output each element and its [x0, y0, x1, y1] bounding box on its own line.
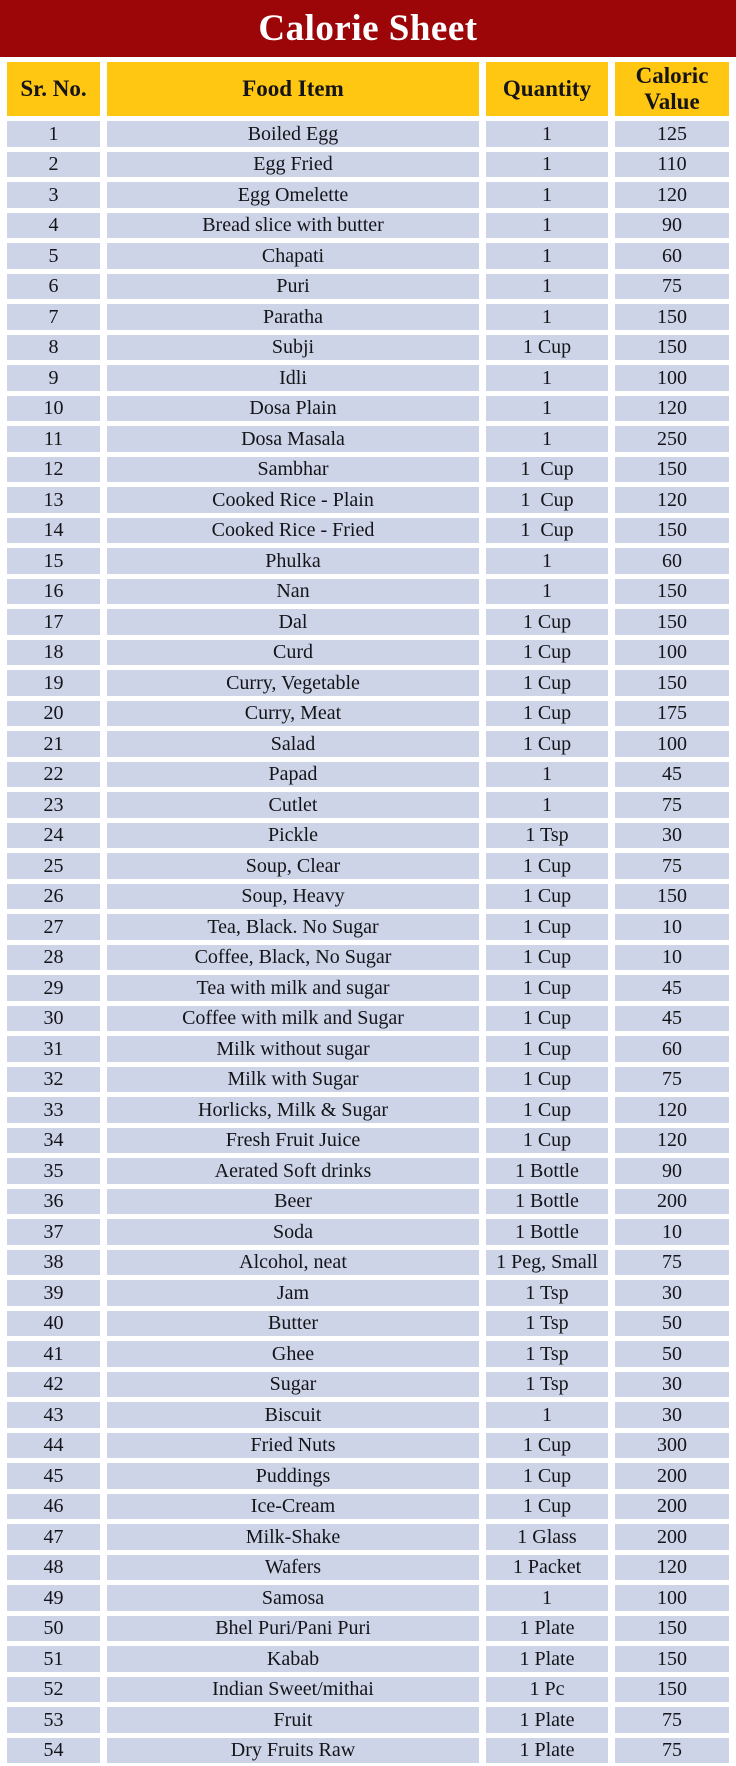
- cell-food-item: Samosa: [107, 1585, 479, 1611]
- table-row: [7, 945, 729, 971]
- cell-food-item: Subji: [107, 335, 479, 361]
- cell-quantity: 1 Cup: [486, 457, 608, 483]
- cell-quantity: 1 Cup: [486, 884, 608, 910]
- cell-food-item: Soup, Heavy: [107, 884, 479, 910]
- cell-sr-no: 2: [7, 152, 100, 178]
- cell-sr-no: 13: [7, 487, 100, 513]
- table-row: [7, 1250, 729, 1276]
- table-row: [7, 579, 729, 605]
- cell-food-item: Milk without sugar: [107, 1036, 479, 1062]
- cell-sr-no: 15: [7, 548, 100, 574]
- table-row: [7, 792, 729, 818]
- cell-quantity: 1 Tsp: [486, 1341, 608, 1367]
- cell-caloric-value: 100: [615, 731, 729, 757]
- cell-quantity: 1 Plate: [486, 1616, 608, 1642]
- cell-food-item: Beer: [107, 1189, 479, 1215]
- table-body: [7, 121, 729, 1763]
- table-row: [7, 1311, 729, 1337]
- cell-sr-no: 43: [7, 1402, 100, 1428]
- cell-caloric-value: 50: [615, 1311, 729, 1337]
- cell-quantity: 1 Cup: [486, 731, 608, 757]
- cell-quantity: 1: [486, 426, 608, 452]
- cell-food-item: Soup, Clear: [107, 853, 479, 879]
- cell-quantity: 1 Cup: [486, 1494, 608, 1520]
- table-row: [7, 640, 729, 666]
- cell-caloric-value: 30: [615, 1280, 729, 1306]
- cell-food-item: Soda: [107, 1219, 479, 1245]
- cell-food-item: Sugar: [107, 1372, 479, 1398]
- table-row: [7, 1158, 729, 1184]
- cell-sr-no: 50: [7, 1616, 100, 1642]
- cell-caloric-value: 75: [615, 853, 729, 879]
- table-row: [7, 609, 729, 635]
- cell-quantity: 1 Pc: [486, 1677, 608, 1703]
- cell-quantity: 1 Cup: [486, 670, 608, 696]
- cell-quantity: 1 Bottle: [486, 1158, 608, 1184]
- cell-sr-no: 17: [7, 609, 100, 635]
- cell-caloric-value: 150: [615, 457, 729, 483]
- table-row: [7, 182, 729, 208]
- cell-food-item: Puddings: [107, 1463, 479, 1489]
- table-row: [7, 1189, 729, 1215]
- cell-food-item: Jam: [107, 1280, 479, 1306]
- cell-caloric-value: 200: [615, 1463, 729, 1489]
- cell-food-item: Phulka: [107, 548, 479, 574]
- cell-quantity: 1 Cup: [486, 914, 608, 940]
- cell-food-item: Bhel Puri/Pani Puri: [107, 1616, 479, 1642]
- cell-caloric-value: 110: [615, 152, 729, 178]
- col-header-quantity: Quantity: [486, 62, 608, 116]
- cell-sr-no: 26: [7, 884, 100, 910]
- cell-food-item: Dry Fruits Raw: [107, 1738, 479, 1764]
- cell-sr-no: 40: [7, 1311, 100, 1337]
- cell-sr-no: 16: [7, 579, 100, 605]
- cell-sr-no: 3: [7, 182, 100, 208]
- cell-caloric-value: 100: [615, 1585, 729, 1611]
- cell-caloric-value: 10: [615, 945, 729, 971]
- table-row: [7, 1494, 729, 1520]
- cell-food-item: Sambhar: [107, 457, 479, 483]
- cell-quantity: 1 Cup: [486, 487, 608, 513]
- cell-caloric-value: 150: [615, 884, 729, 910]
- table-row: [7, 121, 729, 147]
- cell-food-item: Ghee: [107, 1341, 479, 1367]
- cell-caloric-value: 30: [615, 1372, 729, 1398]
- table-row: [7, 853, 729, 879]
- cell-sr-no: 39: [7, 1280, 100, 1306]
- cell-sr-no: 46: [7, 1494, 100, 1520]
- page-title: Calorie Sheet: [0, 0, 736, 57]
- cell-quantity: 1 Glass: [486, 1524, 608, 1550]
- cell-food-item: Pickle: [107, 823, 479, 849]
- cell-quantity: 1 Peg, Small: [486, 1250, 608, 1276]
- cell-quantity: 1 Cup: [486, 701, 608, 727]
- cell-sr-no: 33: [7, 1097, 100, 1123]
- table-row: [7, 274, 729, 300]
- cell-caloric-value: 120: [615, 1555, 729, 1581]
- cell-food-item: Curd: [107, 640, 479, 666]
- cell-quantity: 1 Cup: [486, 1006, 608, 1032]
- cell-quantity: 1 Plate: [486, 1646, 608, 1672]
- cell-food-item: Paratha: [107, 304, 479, 330]
- cell-caloric-value: 60: [615, 548, 729, 574]
- cell-food-item: Dosa Plain: [107, 396, 479, 422]
- cell-food-item: Boiled Egg: [107, 121, 479, 147]
- cell-sr-no: 48: [7, 1555, 100, 1581]
- cell-caloric-value: 150: [615, 518, 729, 544]
- cell-caloric-value: 60: [615, 243, 729, 269]
- table-row: [7, 396, 729, 422]
- cell-quantity: 1: [486, 579, 608, 605]
- table-row: [7, 1006, 729, 1032]
- cell-sr-no: 49: [7, 1585, 100, 1611]
- cell-quantity: 1 Cup: [486, 1463, 608, 1489]
- cell-quantity: 1: [486, 274, 608, 300]
- table-row: [7, 1402, 729, 1428]
- cell-quantity: 1 Bottle: [486, 1189, 608, 1215]
- cell-caloric-value: 90: [615, 1158, 729, 1184]
- cell-caloric-value: 250: [615, 426, 729, 452]
- cell-caloric-value: 200: [615, 1494, 729, 1520]
- cell-caloric-value: 75: [615, 1738, 729, 1764]
- cell-quantity: 1: [486, 121, 608, 147]
- cell-food-item: Butter: [107, 1311, 479, 1337]
- cell-food-item: Egg Fried: [107, 152, 479, 178]
- cell-quantity: 1 Packet: [486, 1555, 608, 1581]
- cell-quantity: 1: [486, 548, 608, 574]
- cell-sr-no: 12: [7, 457, 100, 483]
- cell-food-item: Curry, Meat: [107, 701, 479, 727]
- table-row: [7, 1036, 729, 1062]
- cell-sr-no: 4: [7, 213, 100, 239]
- cell-caloric-value: 60: [615, 1036, 729, 1062]
- table-row: [7, 518, 729, 544]
- cell-food-item: Horlicks, Milk & Sugar: [107, 1097, 479, 1123]
- cell-sr-no: 29: [7, 975, 100, 1001]
- table-row: [7, 1280, 729, 1306]
- table-row: [7, 1555, 729, 1581]
- table-row: [7, 1433, 729, 1459]
- cell-quantity: 1: [486, 396, 608, 422]
- cell-quantity: 1 Bottle: [486, 1219, 608, 1245]
- cell-food-item: Chapati: [107, 243, 479, 269]
- cell-food-item: Coffee with milk and Sugar: [107, 1006, 479, 1032]
- cell-food-item: Dal: [107, 609, 479, 635]
- cell-sr-no: 53: [7, 1707, 100, 1733]
- cell-caloric-value: 120: [615, 1128, 729, 1154]
- cell-food-item: Salad: [107, 731, 479, 757]
- table-row: [7, 1524, 729, 1550]
- table-row: [7, 731, 729, 757]
- cell-sr-no: 14: [7, 518, 100, 544]
- cell-quantity: 1 Cup: [486, 975, 608, 1001]
- cell-food-item: Egg Omelette: [107, 182, 479, 208]
- cell-food-item: Curry, Vegetable: [107, 670, 479, 696]
- cell-food-item: Cooked Rice - Plain: [107, 487, 479, 513]
- table-row: [7, 213, 729, 239]
- cell-quantity: 1 Plate: [486, 1707, 608, 1733]
- cell-caloric-value: 10: [615, 914, 729, 940]
- col-header-caloric-value: Caloric Value: [615, 62, 729, 116]
- table-row: [7, 1067, 729, 1093]
- cell-sr-no: 28: [7, 945, 100, 971]
- table-row: [7, 1677, 729, 1703]
- cell-food-item: Biscuit: [107, 1402, 479, 1428]
- cell-food-item: Fresh Fruit Juice: [107, 1128, 479, 1154]
- table-row: [7, 701, 729, 727]
- table-row: [7, 884, 729, 910]
- cell-food-item: Tea, Black. No Sugar: [107, 914, 479, 940]
- cell-caloric-value: 150: [615, 1646, 729, 1672]
- calorie-table: [0, 57, 736, 1766]
- cell-quantity: 1: [486, 365, 608, 391]
- cell-caloric-value: 75: [615, 1250, 729, 1276]
- cell-caloric-value: 120: [615, 487, 729, 513]
- cell-quantity: 1: [486, 152, 608, 178]
- cell-sr-no: 54: [7, 1738, 100, 1764]
- cell-sr-no: 32: [7, 1067, 100, 1093]
- cell-sr-no: 27: [7, 914, 100, 940]
- cell-quantity: 1 Plate: [486, 1738, 608, 1764]
- col-header-food-item: Food Item: [107, 62, 479, 116]
- cell-food-item: Milk-Shake: [107, 1524, 479, 1550]
- cell-quantity: 1 Cup: [486, 1128, 608, 1154]
- cell-food-item: Coffee, Black, No Sugar: [107, 945, 479, 971]
- cell-quantity: 1 Cup: [486, 1433, 608, 1459]
- cell-quantity: 1 Tsp: [486, 823, 608, 849]
- cell-food-item: Fruit: [107, 1707, 479, 1733]
- table-row: [7, 1463, 729, 1489]
- cell-quantity: 1 Cup: [486, 1067, 608, 1093]
- cell-sr-no: 37: [7, 1219, 100, 1245]
- cell-food-item: Puri: [107, 274, 479, 300]
- cell-caloric-value: 30: [615, 1402, 729, 1428]
- table-row: [7, 304, 729, 330]
- cell-caloric-value: 200: [615, 1189, 729, 1215]
- cell-sr-no: 51: [7, 1646, 100, 1672]
- cell-quantity: 1: [486, 243, 608, 269]
- cell-caloric-value: 50: [615, 1341, 729, 1367]
- cell-food-item: Kabab: [107, 1646, 479, 1672]
- cell-sr-no: 7: [7, 304, 100, 330]
- cell-food-item: Indian Sweet/mithai: [107, 1677, 479, 1703]
- cell-food-item: Fried Nuts: [107, 1433, 479, 1459]
- cell-caloric-value: 150: [615, 670, 729, 696]
- cell-sr-no: 21: [7, 731, 100, 757]
- cell-quantity: 1: [486, 762, 608, 788]
- cell-caloric-value: 100: [615, 640, 729, 666]
- table-row: [7, 762, 729, 788]
- cell-quantity: 1: [486, 1585, 608, 1611]
- table-row: [7, 152, 729, 178]
- cell-sr-no: 35: [7, 1158, 100, 1184]
- cell-food-item: Nan: [107, 579, 479, 605]
- cell-sr-no: 25: [7, 853, 100, 879]
- table-row: [7, 243, 729, 269]
- table-row: [7, 1616, 729, 1642]
- cell-sr-no: 23: [7, 792, 100, 818]
- cell-sr-no: 41: [7, 1341, 100, 1367]
- table-row: [7, 1585, 729, 1611]
- table-row: [7, 1738, 729, 1764]
- table-row: [7, 1097, 729, 1123]
- cell-caloric-value: 175: [615, 701, 729, 727]
- cell-caloric-value: 30: [615, 823, 729, 849]
- cell-food-item: Alcohol, neat: [107, 1250, 479, 1276]
- cell-caloric-value: 45: [615, 975, 729, 1001]
- cell-sr-no: 1: [7, 121, 100, 147]
- cell-sr-no: 31: [7, 1036, 100, 1062]
- cell-caloric-value: 150: [615, 609, 729, 635]
- table-row: [7, 914, 729, 940]
- cell-sr-no: 5: [7, 243, 100, 269]
- cell-quantity: 1 Cup: [486, 335, 608, 361]
- cell-quantity: 1 Tsp: [486, 1280, 608, 1306]
- cell-sr-no: 19: [7, 670, 100, 696]
- cell-caloric-value: 150: [615, 304, 729, 330]
- cell-food-item: Ice-Cream: [107, 1494, 479, 1520]
- cell-food-item: Tea with milk and sugar: [107, 975, 479, 1001]
- cell-sr-no: 20: [7, 701, 100, 727]
- cell-food-item: Milk with Sugar: [107, 1067, 479, 1093]
- cell-quantity: 1: [486, 182, 608, 208]
- cell-quantity: 1 Cup: [486, 945, 608, 971]
- cell-caloric-value: 150: [615, 1677, 729, 1703]
- cell-food-item: Cooked Rice - Fried: [107, 518, 479, 544]
- cell-food-item: Papad: [107, 762, 479, 788]
- table-row: [7, 670, 729, 696]
- cell-caloric-value: 45: [615, 1006, 729, 1032]
- cell-sr-no: 18: [7, 640, 100, 666]
- cell-caloric-value: 150: [615, 579, 729, 605]
- table-row: [7, 823, 729, 849]
- cell-caloric-value: 45: [615, 762, 729, 788]
- cell-caloric-value: 120: [615, 182, 729, 208]
- col-header-sr-no: Sr. No.: [7, 62, 100, 116]
- cell-caloric-value: 75: [615, 1707, 729, 1733]
- table-row: [7, 548, 729, 574]
- cell-food-item: Bread slice with butter: [107, 213, 479, 239]
- cell-sr-no: 47: [7, 1524, 100, 1550]
- cell-quantity: 1: [486, 304, 608, 330]
- cell-food-item: Aerated Soft drinks: [107, 1158, 479, 1184]
- cell-sr-no: 42: [7, 1372, 100, 1398]
- cell-caloric-value: 75: [615, 274, 729, 300]
- cell-quantity: 1 Cup: [486, 1097, 608, 1123]
- cell-quantity: 1 Cup: [486, 640, 608, 666]
- cell-quantity: 1 Tsp: [486, 1311, 608, 1337]
- cell-sr-no: 8: [7, 335, 100, 361]
- cell-caloric-value: 10: [615, 1219, 729, 1245]
- table-row: [7, 1341, 729, 1367]
- table-row: [7, 1646, 729, 1672]
- table-row: [7, 1372, 729, 1398]
- cell-food-item: Idli: [107, 365, 479, 391]
- cell-quantity: 1: [486, 213, 608, 239]
- cell-quantity: 1: [486, 1402, 608, 1428]
- cell-quantity: 1 Cup: [486, 609, 608, 635]
- cell-sr-no: 22: [7, 762, 100, 788]
- cell-sr-no: 24: [7, 823, 100, 849]
- cell-quantity: 1 Cup: [486, 1036, 608, 1062]
- cell-sr-no: 9: [7, 365, 100, 391]
- cell-food-item: Cutlet: [107, 792, 479, 818]
- cell-caloric-value: 120: [615, 1097, 729, 1123]
- cell-quantity: 1 Tsp: [486, 1372, 608, 1398]
- cell-caloric-value: 150: [615, 1616, 729, 1642]
- cell-caloric-value: 75: [615, 792, 729, 818]
- table-row: [7, 365, 729, 391]
- header-row: [7, 62, 729, 116]
- cell-sr-no: 6: [7, 274, 100, 300]
- cell-caloric-value: 150: [615, 335, 729, 361]
- cell-caloric-value: 75: [615, 1067, 729, 1093]
- cell-quantity: 1 Cup: [486, 518, 608, 544]
- table-row: [7, 457, 729, 483]
- cell-sr-no: 34: [7, 1128, 100, 1154]
- cell-sr-no: 45: [7, 1463, 100, 1489]
- cell-sr-no: 30: [7, 1006, 100, 1032]
- cell-sr-no: 38: [7, 1250, 100, 1276]
- cell-sr-no: 11: [7, 426, 100, 452]
- table-row: [7, 487, 729, 513]
- cell-food-item: Dosa Masala: [107, 426, 479, 452]
- table-row: [7, 426, 729, 452]
- table-row: [7, 1219, 729, 1245]
- cell-caloric-value: 125: [615, 121, 729, 147]
- cell-caloric-value: 300: [615, 1433, 729, 1459]
- table-row: [7, 335, 729, 361]
- cell-food-item: Wafers: [107, 1555, 479, 1581]
- cell-sr-no: 44: [7, 1433, 100, 1459]
- table-row: [7, 1128, 729, 1154]
- cell-caloric-value: 200: [615, 1524, 729, 1550]
- table-row: [7, 975, 729, 1001]
- cell-quantity: 1: [486, 792, 608, 818]
- cell-caloric-value: 120: [615, 396, 729, 422]
- cell-quantity: 1 Cup: [486, 853, 608, 879]
- table-row: [7, 1707, 729, 1733]
- cell-sr-no: 36: [7, 1189, 100, 1215]
- cell-sr-no: 10: [7, 396, 100, 422]
- cell-sr-no: 52: [7, 1677, 100, 1703]
- cell-caloric-value: 90: [615, 213, 729, 239]
- cell-caloric-value: 100: [615, 365, 729, 391]
